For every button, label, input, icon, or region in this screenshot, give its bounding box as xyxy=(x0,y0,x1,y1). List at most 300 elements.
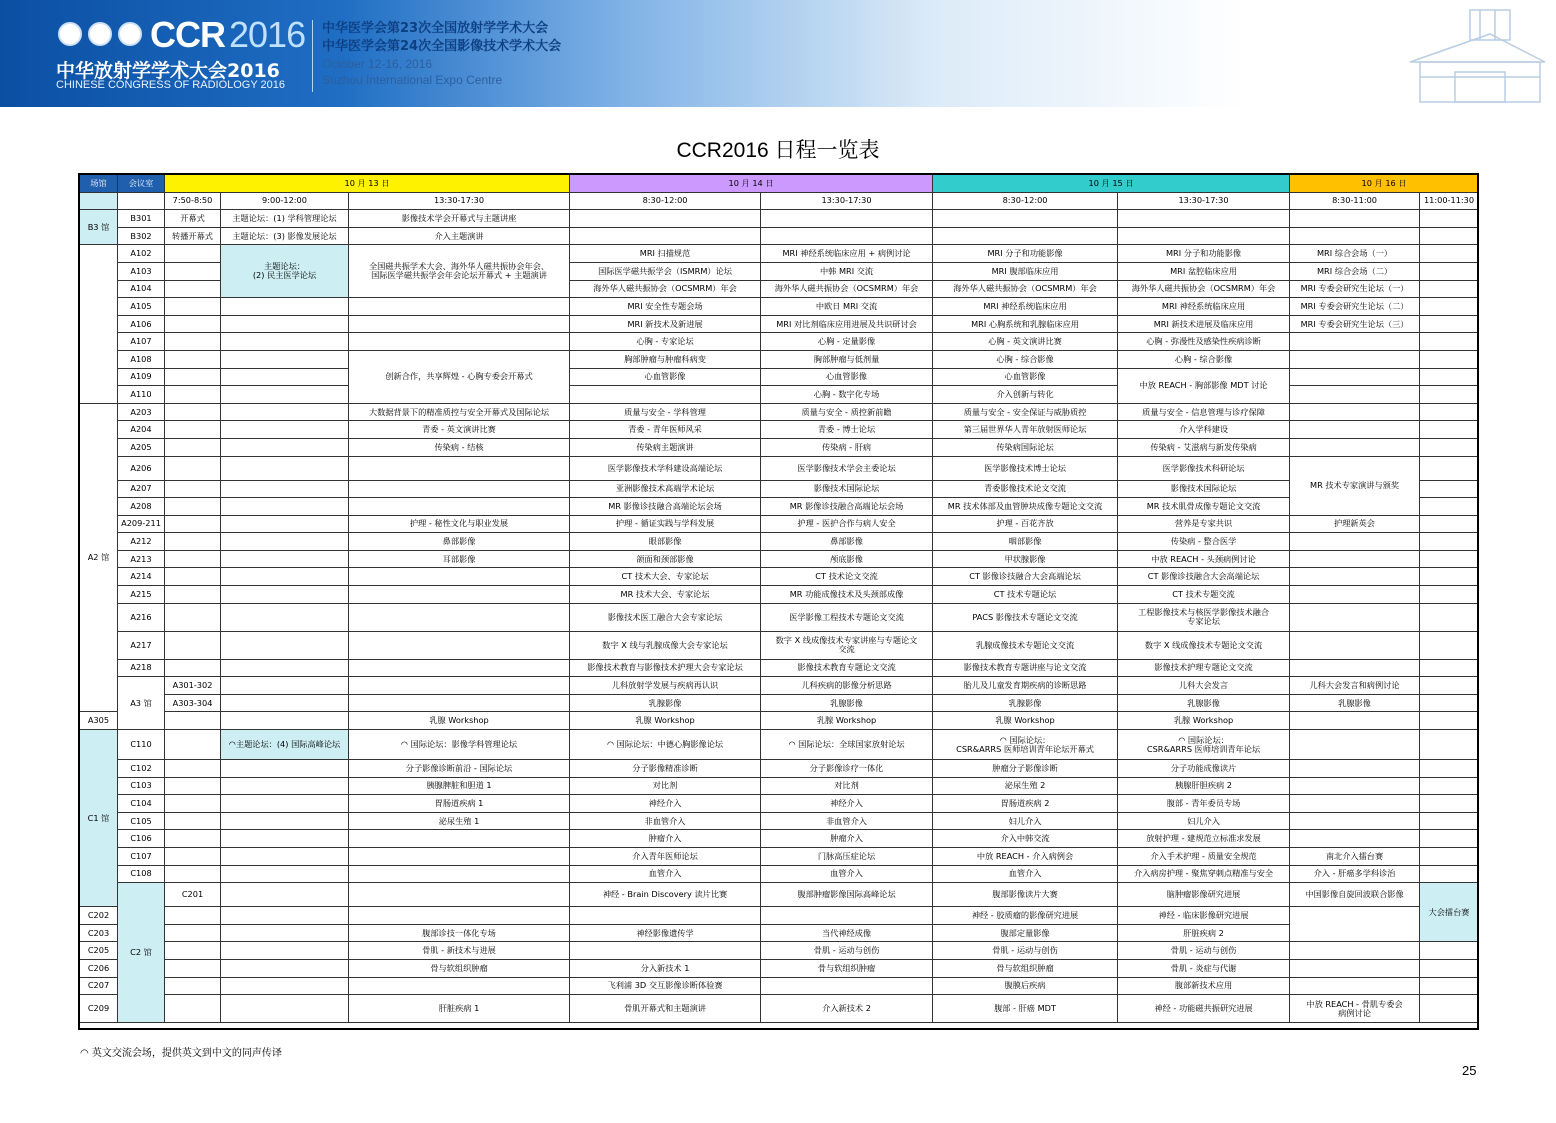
ccr-logo xyxy=(150,14,305,56)
table-row xyxy=(80,210,1479,228)
table-cell xyxy=(221,924,349,942)
table-cell: MR 影像诊技融合高端论坛会场 xyxy=(570,498,761,516)
table-row xyxy=(80,315,1479,333)
table-cell xyxy=(1420,977,1479,995)
table-cell xyxy=(221,315,349,333)
table-cell xyxy=(1290,533,1420,551)
table-cell: C203 xyxy=(80,924,118,942)
table-cell: 胰腺脾脏和胆道 1 xyxy=(349,777,570,795)
table-cell: 肿瘤介入 xyxy=(570,830,761,848)
header-cell: 会议室 xyxy=(118,175,165,193)
table-cell xyxy=(221,403,349,421)
table-cell xyxy=(165,995,221,1023)
table-row xyxy=(80,586,1479,604)
table-cell xyxy=(165,498,221,516)
table-cell: 护理 - 秘性文化与职业发展 xyxy=(349,515,570,533)
table-cell xyxy=(165,942,221,960)
table-cell: 海外华人磁共振协会（OCSMRM）年会 xyxy=(1118,280,1290,298)
table-cell: MRI 安全性专题会场 xyxy=(570,298,761,316)
table-cell: 中韩 MRI 交流 xyxy=(761,262,933,280)
table-cell: 介入中韩交流 xyxy=(933,830,1118,848)
table-cell: 飞利浦 3D 交互影像诊断体验赛 xyxy=(570,977,761,995)
table-cell: 全国磁共振学术大会、海外华人磁共振协会年会、 国际医学磁共振学会年会论坛开幕式 + 主题演讲 xyxy=(349,245,570,298)
table-cell: 脑肿瘤影像研究进展 xyxy=(1118,883,1290,907)
table-cell xyxy=(165,631,221,659)
table-cell: 主题论坛：(1) 学科管理论坛 xyxy=(221,210,349,228)
table-cell: 传染病 - 整合医学 xyxy=(1118,533,1290,551)
table-cell: MRI 分子和功能影像 xyxy=(933,245,1118,263)
table-cell: 传染病 - 肝病 xyxy=(761,438,933,456)
table-cell xyxy=(1290,830,1420,848)
table-cell: ◠ 国际论坛： CSR&ARRS 医师培训青年论坛 xyxy=(1118,730,1290,760)
table-cell: C209 xyxy=(80,995,118,1023)
table-cell: 血管介入 xyxy=(761,865,933,883)
table-row xyxy=(80,368,1479,386)
table-cell xyxy=(165,386,221,404)
table-cell: A208 xyxy=(118,498,165,516)
header-cell: 10 月 15 日 xyxy=(933,175,1290,193)
table-cell xyxy=(1420,995,1479,1023)
table-cell: C105 xyxy=(118,812,165,830)
table-cell: A103 xyxy=(118,262,165,280)
table-cell: A213 xyxy=(118,550,165,568)
table-cell: 中放 REACH - 骨肌专委会 病例讨论 xyxy=(1290,995,1420,1023)
table-cell: 工程影像技术与核医学影像技术融合 专家论坛 xyxy=(1118,603,1290,631)
table-cell: A214 xyxy=(118,568,165,586)
table-cell: 数字 X 线成像技术专家讲座与专题论文 交流 xyxy=(761,631,933,659)
table-cell xyxy=(933,210,1118,228)
table-cell xyxy=(1290,942,1420,960)
table-cell xyxy=(221,812,349,830)
table-cell: 医学影像技术学会主委论坛 xyxy=(761,456,933,480)
table-row xyxy=(80,694,1479,712)
date-header-row xyxy=(80,175,1479,193)
table-cell xyxy=(761,907,933,925)
table-cell xyxy=(349,333,570,351)
table-row xyxy=(80,812,1479,830)
table-cell xyxy=(221,795,349,813)
table-cell: A106 xyxy=(118,315,165,333)
table-cell: 乳腺 Workshop xyxy=(761,712,933,730)
table-cell xyxy=(165,368,221,386)
table-cell xyxy=(1290,712,1420,730)
table-row xyxy=(80,760,1479,778)
table-cell: MRI 神经系统临床应用 xyxy=(1118,298,1290,316)
table-cell xyxy=(165,777,221,795)
table-row xyxy=(80,227,1479,245)
table-cell: C201 xyxy=(165,883,221,907)
table-cell xyxy=(165,568,221,586)
table-cell: B302 xyxy=(118,227,165,245)
table-cell: ◠ 国际论坛：全球国家放射论坛 xyxy=(761,730,933,760)
table-cell: 大数据背景下的精准质控与安全开幕式及国际论坛 xyxy=(349,403,570,421)
table-cell: 第三届世界华人青年放射医师论坛 xyxy=(933,421,1118,439)
table-cell: 骨与软组织肿瘤 xyxy=(933,959,1118,977)
table-cell: 颅底影像 xyxy=(761,550,933,568)
table-cell: ◠主题论坛：(4) 国际高峰论坛 xyxy=(221,730,349,760)
table-cell: 介入病房护理 - 聚焦穿刺点精准与安全 xyxy=(1118,865,1290,883)
table-cell: 心胸 - 英文演讲比赛 xyxy=(933,333,1118,351)
table-cell: 对比剂 xyxy=(761,777,933,795)
table-cell xyxy=(1118,227,1290,245)
table-cell: 肿瘤介入 xyxy=(761,830,933,848)
table-cell xyxy=(1420,386,1479,404)
page-title: CCR2016 日程一览表 xyxy=(676,139,880,162)
table-cell: 青委 - 博士论坛 xyxy=(761,421,933,439)
table-cell xyxy=(1290,812,1420,830)
table-cell: 分子影像精准诊断 xyxy=(570,760,761,778)
table-cell xyxy=(221,386,349,404)
table-cell xyxy=(1420,568,1479,586)
table-cell: 医学影像技术科研论坛 xyxy=(1118,456,1290,480)
table-cell: C202 xyxy=(80,907,118,925)
table-cell xyxy=(1420,677,1479,695)
table-cell: 心胸 - 数字化专场 xyxy=(761,386,933,404)
table-cell: 数字 X 线与乳腺成像大会专家论坛 xyxy=(570,631,761,659)
table-row xyxy=(80,942,1479,960)
table-cell xyxy=(80,245,118,403)
table-cell xyxy=(221,631,349,659)
table-cell: 神经 - 功能磁共振研究进展 xyxy=(1118,995,1290,1023)
table-cell: A203 xyxy=(118,403,165,421)
table-cell: 医学影像技术学科建设高端论坛 xyxy=(570,456,761,480)
table-cell xyxy=(1420,848,1479,866)
ccr-year: 2016 xyxy=(229,14,306,55)
page-number: 25 xyxy=(1462,1063,1477,1078)
table-cell: 甲状腺影像 xyxy=(933,550,1118,568)
table-cell xyxy=(165,865,221,883)
table-cell: 神经 - Brain Discovery 读片比赛 xyxy=(570,883,761,907)
table-row xyxy=(80,865,1479,883)
table-cell: MRI 神经系统临床应用 + 病例讨论 xyxy=(761,245,933,263)
table-cell xyxy=(221,977,349,995)
table-cell: MRI 综合会场（一） xyxy=(1290,245,1420,263)
table-cell: A207 xyxy=(118,480,165,498)
table-cell: 护理新英会 xyxy=(1290,515,1420,533)
table-cell xyxy=(570,942,761,960)
table-cell xyxy=(1290,227,1420,245)
table-row xyxy=(80,550,1479,568)
table-cell: 肝脏疾病 2 xyxy=(1118,924,1290,942)
table-cell xyxy=(165,830,221,848)
table-row xyxy=(80,568,1479,586)
table-cell: 分子功能成像读片 xyxy=(1118,760,1290,778)
event-info xyxy=(322,20,561,88)
table-cell: MRI 专委会研究生论坛（二） xyxy=(1290,298,1420,316)
table-cell: 神经介入 xyxy=(761,795,933,813)
table-cell xyxy=(221,694,349,712)
table-cell xyxy=(349,907,570,925)
table-cell: MRI 盆腔临床应用 xyxy=(1118,262,1290,280)
table-cell: 护理 - 医护合作与病人安全 xyxy=(761,515,933,533)
table-cell xyxy=(1290,333,1420,351)
table-cell: 骨肌 - 运动与创伤 xyxy=(1118,942,1290,960)
table-row xyxy=(80,795,1479,813)
table-cell: 心胸 - 定量影像 xyxy=(761,333,933,351)
table-cell xyxy=(1420,631,1479,659)
expo-building-icon xyxy=(1400,2,1550,106)
table-cell: 介入主题演讲 xyxy=(349,227,570,245)
table-cell xyxy=(1420,865,1479,883)
table-row xyxy=(80,730,1479,760)
table-row xyxy=(80,883,1479,907)
table-cell: A104 xyxy=(118,280,165,298)
table-cell: 心胸 - 专家论坛 xyxy=(570,333,761,351)
table-cell xyxy=(349,631,570,659)
table-cell: 中放 REACH - 胸部影像 MDT 讨论 xyxy=(1118,368,1290,403)
table-cell xyxy=(165,848,221,866)
banner-divider xyxy=(312,20,313,92)
table-cell: 放射护理 - 建规范立标准求发展 xyxy=(1118,830,1290,848)
table-cell: A110 xyxy=(118,386,165,404)
header-cell: 8:30-11:00 xyxy=(1290,192,1420,210)
table-cell: A105 xyxy=(118,298,165,316)
table-cell: ◠ 国际论坛：中德心胸影像论坛 xyxy=(570,730,761,760)
table-cell: 影像技术教育专题论文交流 xyxy=(761,659,933,677)
table-cell: MRI 腹部临床应用 xyxy=(933,262,1118,280)
table-cell xyxy=(221,586,349,604)
table-cell xyxy=(933,227,1118,245)
table-cell: 亚洲影像技术高端学术论坛 xyxy=(570,480,761,498)
table-row xyxy=(80,631,1479,659)
table-cell: MRI 神经系统临床应用 xyxy=(933,298,1118,316)
table-cell xyxy=(1420,760,1479,778)
table-cell: 青委影像技术论文交流 xyxy=(933,480,1118,498)
table-cell xyxy=(165,456,221,480)
table-cell: ◠ 国际论坛：影像学科管理论坛 xyxy=(349,730,570,760)
table-row xyxy=(80,924,1479,942)
header-cell: 10 月 16 日 xyxy=(1290,175,1479,193)
table-cell xyxy=(165,659,221,677)
table-cell: A204 xyxy=(118,421,165,439)
table-cell xyxy=(221,848,349,866)
time-header-row xyxy=(80,192,1479,210)
table-cell xyxy=(221,883,349,907)
table-cell xyxy=(221,298,349,316)
header-cell: 7:50-8:50 xyxy=(165,192,221,210)
table-cell: 创新合作，共享辉煌 - 心胸专委会开幕式 xyxy=(349,350,570,403)
table-row xyxy=(80,421,1479,439)
table-cell: 青委 - 英文演讲比赛 xyxy=(349,421,570,439)
table-cell xyxy=(349,568,570,586)
table-cell: C205 xyxy=(80,942,118,960)
table-cell: 开幕式 xyxy=(165,210,221,228)
table-cell xyxy=(1420,730,1479,760)
table-row xyxy=(80,498,1479,516)
table-row xyxy=(80,777,1479,795)
table-cell: A102 xyxy=(118,245,165,263)
table-cell: 主题论坛： (2) 民主医学论坛 xyxy=(221,245,349,298)
table-cell xyxy=(1420,515,1479,533)
table-cell: C108 xyxy=(118,865,165,883)
table-cell: 数字 X 线成像技术专题论文交流 xyxy=(1118,631,1290,659)
table-cell: 神经影像遗传学 xyxy=(570,924,761,942)
table-row xyxy=(80,603,1479,631)
table-cell: A205 xyxy=(118,438,165,456)
table-cell xyxy=(165,403,221,421)
table-cell: 腹部影像读片大赛 xyxy=(933,883,1118,907)
table-cell: 中国影像自旋回波联合影像 xyxy=(1290,883,1420,907)
table-cell xyxy=(349,586,570,604)
table-cell xyxy=(349,498,570,516)
table-cell: 儿科大会发言和病例讨论 xyxy=(1290,677,1420,695)
table-cell xyxy=(221,515,349,533)
table-cell: CT 技术大会、专家论坛 xyxy=(570,568,761,586)
table-cell: 心血管影像 xyxy=(570,368,761,386)
table-cell: 耳部影像 xyxy=(349,550,570,568)
table-cell: 传染病国际论坛 xyxy=(933,438,1118,456)
table-cell: 乳腺影像 xyxy=(1290,694,1420,712)
table-cell: 主题论坛：(3) 影像发展论坛 xyxy=(221,227,349,245)
table-cell: 肿瘤分子影像诊断 xyxy=(933,760,1118,778)
table-cell: 护理 - 循证实践与学科发展 xyxy=(570,515,761,533)
table-cell xyxy=(221,568,349,586)
table-cell xyxy=(221,456,349,480)
table-cell: A3 馆 xyxy=(118,677,165,730)
table-cell xyxy=(1420,456,1479,480)
table-row xyxy=(80,456,1479,480)
table-cell xyxy=(1290,368,1420,386)
table-row xyxy=(80,333,1479,351)
society-logos xyxy=(58,22,142,46)
table-cell xyxy=(570,907,761,925)
table-cell xyxy=(165,315,221,333)
table-cell xyxy=(165,298,221,316)
table-cell: 南北介入擂台赛 xyxy=(1290,848,1420,866)
table-cell xyxy=(1420,586,1479,604)
table-cell: MRI 新技术及新进展 xyxy=(570,315,761,333)
table-cell: 血管介入 xyxy=(933,865,1118,883)
table-cell xyxy=(1420,333,1479,351)
table-cell: C107 xyxy=(118,848,165,866)
table-cell: 心胸 - 综合影像 xyxy=(933,350,1118,368)
table-cell xyxy=(349,298,570,316)
table-cell: 非血管介入 xyxy=(761,812,933,830)
table-cell: 海外华人磁共振协会（OCSMRM）年会 xyxy=(933,280,1118,298)
table-row xyxy=(80,298,1479,316)
header-cell: 8:30-12:00 xyxy=(933,192,1118,210)
table-cell xyxy=(221,421,349,439)
table-cell: 胸部肿瘤与低剂量 xyxy=(761,350,933,368)
table-cell xyxy=(165,333,221,351)
table-cell: 乳腺 Workshop xyxy=(349,712,570,730)
table-cell: A2 馆 xyxy=(80,403,118,712)
table-cell: 介入学科建设 xyxy=(1118,421,1290,439)
table-cell xyxy=(221,659,349,677)
table-cell xyxy=(761,227,933,245)
table-cell xyxy=(165,550,221,568)
table-cell: MR 影像诊技融合高端论坛会场 xyxy=(761,498,933,516)
table-cell: 介入新技术 2 xyxy=(761,995,933,1023)
table-cell: 分入新技术 1 xyxy=(570,959,761,977)
table-cell xyxy=(1290,568,1420,586)
table-cell: 妇儿介入 xyxy=(933,812,1118,830)
table-cell: A212 xyxy=(118,533,165,551)
table-cell: 青委 - 青年医师风采 xyxy=(570,421,761,439)
table-cell xyxy=(1290,977,1420,995)
table-cell: MRI 新技术进展及临床应用 xyxy=(1118,315,1290,333)
table-cell xyxy=(761,210,933,228)
table-cell: 骨肌 - 新技术与进展 xyxy=(349,942,570,960)
table-cell: 神经 - 临床影像研究进展 xyxy=(1118,907,1290,925)
table-cell xyxy=(1420,403,1479,421)
table-cell xyxy=(221,550,349,568)
table-cell: 血管介入 xyxy=(570,865,761,883)
table-cell: 影像技术医工融合大会专家论坛 xyxy=(570,603,761,631)
table-cell xyxy=(349,694,570,712)
table-cell xyxy=(1420,280,1479,298)
table-cell: 质量与安全 - 学科管理 xyxy=(570,403,761,421)
society-logo-icon xyxy=(88,22,112,46)
table-row xyxy=(80,438,1479,456)
table-cell xyxy=(1290,631,1420,659)
table-cell xyxy=(165,712,221,730)
table-cell xyxy=(1290,350,1420,368)
table-cell xyxy=(221,368,349,386)
table-cell xyxy=(349,830,570,848)
table-cell: 介入青年医师论坛 xyxy=(570,848,761,866)
table-cell xyxy=(1290,586,1420,604)
table-cell: 腹膜后疾病 xyxy=(933,977,1118,995)
table-cell xyxy=(1420,603,1479,631)
table-cell: 海外华人磁共振协会（OCSMRM）年会 xyxy=(570,280,761,298)
table-cell xyxy=(1420,942,1479,960)
table-cell: MR 技术专家演讲与颁奖 xyxy=(1290,456,1420,515)
table-cell: 心血管影像 xyxy=(761,368,933,386)
table-cell xyxy=(349,848,570,866)
table-cell: MRI 心胸系统和乳腺临床应用 xyxy=(933,315,1118,333)
table-cell: 骨肌开幕式和主题演讲 xyxy=(570,995,761,1023)
ccr-brand-text: CCR xyxy=(150,14,225,55)
footnote xyxy=(80,1044,282,1059)
table-cell: 门脉高压症论坛 xyxy=(761,848,933,866)
table-cell: 心血管影像 xyxy=(933,368,1118,386)
footnote-text: 英文交流会场，提供英文到中文的同声传译 xyxy=(91,1048,282,1059)
table-cell: 质量与安全 - 安全保证与威胁质控 xyxy=(933,403,1118,421)
table-cell: 海外华人磁共振协会（OCSMRM）年会 xyxy=(761,280,933,298)
table-cell xyxy=(1420,298,1479,316)
header-cell: 13:30-17:30 xyxy=(1118,192,1290,210)
table-cell: 神经介入 xyxy=(570,795,761,813)
table-cell: A108 xyxy=(118,350,165,368)
table-row xyxy=(80,245,1479,263)
table-cell: 胰腺肝胆疾病 2 xyxy=(1118,777,1290,795)
header-cell: 10 月 14 日 xyxy=(570,175,933,193)
table-cell xyxy=(1420,262,1479,280)
table-cell xyxy=(761,977,933,995)
table-cell: A209-211 xyxy=(118,515,165,533)
table-cell: 护理 - 百花齐放 xyxy=(933,515,1118,533)
table-cell: 腹部 - 肝癌 MDT xyxy=(933,995,1118,1023)
table-cell xyxy=(1420,368,1479,386)
table-cell: 质量与安全 - 质控新前瞻 xyxy=(761,403,933,421)
table-cell: 乳腺 Workshop xyxy=(933,712,1118,730)
table-cell: 肝脏疾病 1 xyxy=(349,995,570,1023)
table-cell xyxy=(165,730,221,760)
table-cell xyxy=(1420,245,1479,263)
table-row xyxy=(80,480,1479,498)
table-cell: MR 功能成像技术及头颈部成像 xyxy=(761,586,933,604)
table-cell: 妇儿介入 xyxy=(1118,812,1290,830)
table-cell xyxy=(1420,498,1479,516)
table-cell: 乳腺影像 xyxy=(1118,694,1290,712)
table-row xyxy=(80,533,1479,551)
table-cell: A216 xyxy=(118,603,165,631)
table-cell: 鼻部影像 xyxy=(761,533,933,551)
table-cell xyxy=(221,438,349,456)
table-cell xyxy=(221,480,349,498)
table-cell: A305 xyxy=(80,712,118,730)
